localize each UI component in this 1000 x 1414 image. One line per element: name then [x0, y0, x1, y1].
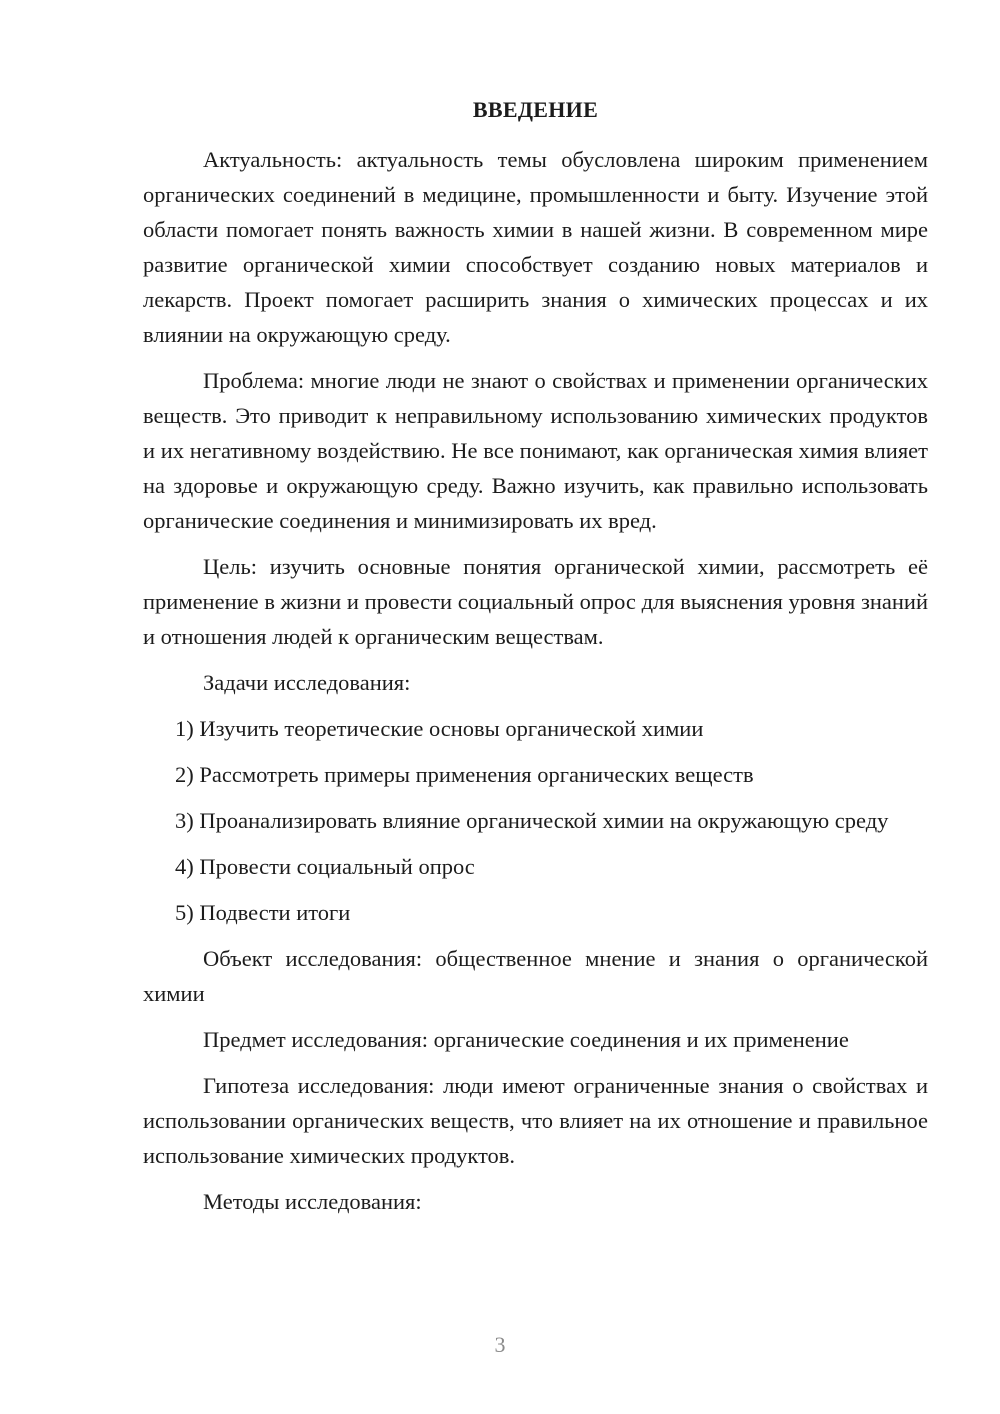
subject-paragraph: Предмет исследования: органические соединения и их применение	[203, 1027, 849, 1052]
page-number: 3	[494, 1332, 506, 1357]
task-item: 2) Рассмотреть примеры применения органических веществ	[175, 762, 754, 787]
task-item: 1) Изучить теоретические основы органической химии	[175, 716, 704, 741]
relevance-paragraph: Актуальность: актуальность темы обусловлена широким применением органических соединений в медицине, промышленности и быту. Изучение этой области помогает понять важность химии в нашей жизни. В современном мире развитие органической химии способствует созданию новых материалов и лекарств. Проект помогает расширить знания о химических процессах и их влиянии на окружающую среду.	[143, 147, 928, 347]
problem-paragraph: Проблема: многие люди не знают о свойствах и применении органических веществ. Это приводит к неправильному использованию химических продуктов и их негативному воздействию. Не все понимают, как органическая химия влияет на здоровье и окружающую среду. Важно изучить, как правильно использовать органические соединения и минимизировать их вред.	[143, 368, 928, 533]
task-item: 5) Подвести итоги	[175, 900, 351, 925]
hypothesis-paragraph: Гипотеза исследования: люди имеют ограниченные знания о свойствах и использовании органических веществ, что влияет на их отношение и правильное использование химических продуктов.	[143, 1073, 928, 1168]
document-page	[143, 92, 928, 1230]
tasks-heading: Задачи исследования:	[203, 670, 411, 695]
task-item: 3) Проанализировать влияние органической химии на окружающую среду	[175, 808, 889, 833]
goal-paragraph: Цель: изучить основные понятия органической химии, рассмотреть её применение в жизни и провести социальный опрос для выяснения уровня знаний и отношения людей к органическим веществам.	[143, 554, 928, 649]
object-paragraph: Объект исследования: общественное мнение и знания о органической химии	[143, 946, 928, 1006]
section-title: ВВЕДЕНИЕ	[472, 97, 599, 122]
task-item: 4) Провести социальный опрос	[175, 854, 475, 879]
methods-heading: Методы исследования:	[203, 1189, 422, 1214]
tasks-list	[143, 711, 928, 930]
